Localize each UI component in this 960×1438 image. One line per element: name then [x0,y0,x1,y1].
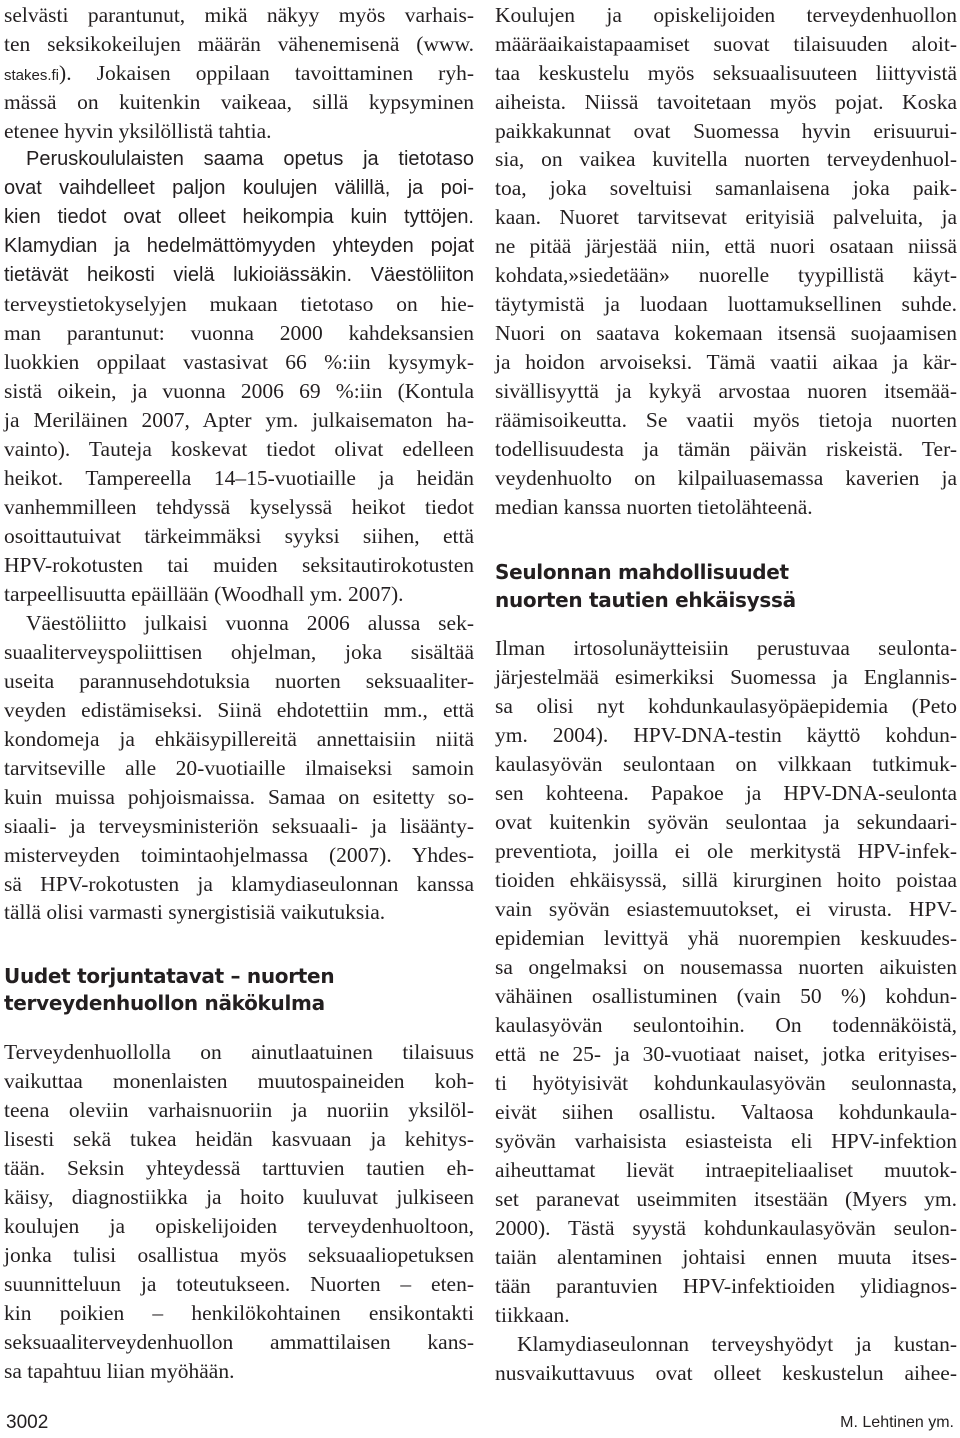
body-line: sa tapahtuu liian myöhään. [4,1359,235,1383]
body-line: määräaikaistapaamiset suovat tilaisuuden aloit- [495,32,957,56]
body-line: etenee hyvin yksilöllistä tahtia. [4,119,272,143]
body-line: misterveyden toimintaohjelmassa (2007). Yhdes- [4,843,474,867]
body-line: vain syövän esiastemuutokset, ei virusta. HPV- [495,897,957,921]
body-line: man parantunut: vuonna 2000 kahdeksansien [4,321,474,345]
body-line: suunnitteluun ja toteutukseen. Nuorten – eten- [4,1272,474,1296]
body-line: Klamydian ja hedelmättömyyden yhteyden pojat [4,235,474,257]
body-line: tarvitseville alle 20-vuotiaille ilmaiseksi samoin [4,756,474,780]
body-line: kien tiedot ovat olleet heikompia kuin tyttöjen. [4,206,474,228]
body-line: ti hyötyisivät kohdunkaulasyövän seulonnasta, [495,1071,957,1095]
body-line: Klamydiaseulonnan terveyshyödyt ja kustan- [517,1332,957,1356]
body-line: Väestöliitto julkaisi vuonna 2006 alussa sek- [26,611,474,635]
body-line: jonka tulisi osallistua myös seksuaaliopetuksen [4,1243,474,1267]
body-line: kaulasyövän seulontaan on vilkkaan tutkimuk- [495,752,957,776]
body-line: stakes.fi). Jokaisen oppilaan tavoittaminen ryh- [4,61,474,85]
body-line: paikkakunnat ovat Suomessa hyvin erisuurui- [495,119,957,143]
body-line: vainto). Tauteja koskevat tiedot olivat edelleen [4,437,474,461]
body-line: tietävät heikosti vielä lukioiässäkin. Väestöliiton [4,264,474,286]
body-line: teena oleviin varhaisnuoriin ja nuoriin yksilöl- [4,1098,474,1122]
body-line: terveystietokyselyjen mukaan tietotaso on hie- [4,292,474,316]
body-line: tiikkaan. [495,1303,570,1327]
body-line: Nuori on saatava kokemaan itsensä suojaamisen [495,321,957,345]
page-number: 3002 [6,1412,49,1433]
body-line: ym. 2004). HPV-DNA-testin käyttö kohdun- [495,723,957,747]
body-line: aiheuttamat lievät intraepiteliaaliset muutok- [495,1158,957,1182]
body-line: nusvaikuttavuus ovat olleet keskustelun aihee- [495,1361,957,1385]
body-line: koulujen ja opiskelijoiden terveydenhuoltoon, [4,1214,474,1238]
body-line: sa ongelmaksi on nousemassa nuorten aikuisten [495,955,957,979]
body-line: ja Meriläinen 2007, Apter ym. julkaisematon ha- [4,408,474,432]
body-line: osoittautuivat tärkeimmäksi syyksi siihen, että [4,524,474,548]
body-line: vanhemmilleen tehdyssä kyselyssä heikot tiedot [4,495,474,519]
body-line: Ilman irtosolunäytteisiin perustuvaa seulonta- [495,636,957,660]
body-line: sen kohteena. Papakoe ja HPV-DNA-seulonta [495,781,957,805]
body-line: taiän alentaminen johtaisi ennen muuta itses- [495,1245,957,1269]
body-line: täytymistä ja luodaan luottamuksellinen suhde. [495,292,957,316]
body-line: sä HPV-rokotusten ja klamydiaseulonnan kanssa [4,872,474,896]
body-line: todellisuudesta ja tämän päivän riskeistä. Ter- [495,437,957,461]
body-line: 2000). Tästä syystä kohdunkaulasyövän seulon- [495,1216,957,1240]
body-line: mässä on kuitenkin vaikeaa, sillä kypsyminen [4,90,474,114]
body-line: tarpeellisuutta epäillään (Woodhall ym. 2007). [4,582,404,606]
body-line: tään. Seksin yhteydessä tarttuvien tautien eh- [4,1156,474,1180]
body-line: luokkien oppilaat vastasivat 66 %:iin kysymyk- [4,350,474,374]
body-line: siaali- ja terveysministeriön seksuaali- ja lisäänty- [4,814,474,838]
body-line: seksuaaliterveydenhuollon ammattilaisen kans- [4,1330,474,1354]
body-line: sia, on vaikea kuvitella nuorten terveydenhuol- [495,147,957,171]
body-line: kin poikien – henkilökohtainen ensikontakti [4,1301,474,1325]
section-heading: Uudet torjuntatavat – nuorten [4,964,335,988]
body-line: kaulasyövän seulontoihin. On todennäköistä, [495,1013,957,1037]
body-line: kohdata,»siedetään» nuorelle tyypillistä käyt- [495,263,957,287]
body-line: järjestelmää esimerkiksi Suomessa ja Englannis- [495,665,957,689]
body-line: ne pitää järjestää niin, että nuori osataan niissä [495,234,957,258]
body-line: käisy, diagnostiikka ja hoito kuuluvat julkiseen [4,1185,474,1209]
body-line: toa, joka soveltuisi samanlaisena joka paik- [495,176,957,200]
section-heading: nuorten tautien ehkäisyssä [495,588,796,612]
body-line: ovat vaihdelleet paljon koulujen välillä, ja poi- [4,177,474,199]
body-line: lisesti sekä tukea heidän kasvuaan ja kehitys- [4,1127,474,1151]
body-line: kaan. Nuoret tarvitsevat erityisiä palveluita, ja [495,205,957,229]
body-line: Koulujen ja opiskelijoiden terveydenhuollon [495,3,957,27]
section-heading: terveydenhuollon näkökulma [4,991,325,1015]
section-heading: Seulonnan mahdollisuudet [495,560,789,584]
body-line: kondomeja ja ehkäisypillereitä annettaisiin niitä [4,727,474,751]
body-line: kuin muissa pohjoismaissa. Samaa on esitetty so- [4,785,474,809]
body-line: set paranevat useimmiten itsestään (Myers ym. [495,1187,957,1211]
body-line: ovat kuitenkin syövän seulontaa ja sekundaari- [495,810,957,834]
body-line: selvästi parantunut, mikä näkyy myös varhais- [4,3,474,27]
body-line: sistä oikein, ja vuonna 2006 69 %:iin (Kontula [4,379,474,403]
body-line: vähäinen osallistuminen (vain 50 %) kohdun- [495,984,957,1008]
body-line: suaaliterveyspoliittisen ohjelman, joka sisältää [4,640,474,664]
body-line: veydenhuolto on kilpailuasemassa kaverien ja [495,466,957,490]
running-footer-author: M. Lehtinen ym. [840,1414,954,1431]
body-line: useita parannusehdotuksia nuorten seksuaaliter- [4,669,474,693]
body-line: vaikuttaa monenlaisten muutospaineiden koh- [4,1069,474,1093]
body-line: syövän varhaisista esiasteista eli HPV-infektion [495,1129,957,1153]
body-line: ten seksikokeilujen määrän vähenemisenä (www. [4,32,474,56]
body-line: HPV-rokotusten tai muiden seksitautirokotusten [4,553,474,577]
body-line: tään parantuvien HPV-infektioiden ylidiagnos- [495,1274,957,1298]
body-line: ja hoidon arvoiseksi. Tämä vaatii aikaa ja kär- [495,350,957,374]
body-line: veyden edistämiseksi. Siinä ehdotettiin mm., että [4,698,474,722]
body-line: epidemian levittyä yhä nuorempien keskuudes- [495,926,957,950]
body-line: taa keskustelu myös seksuaalisuuteen liittyvistä [495,61,957,85]
body-line: heikot. Tampereella 14–15-vuotiaille ja heidän [4,466,474,490]
body-line: tioiden ehkäisyssä, sillä kirurginen hoito poistaa [495,868,957,892]
body-line: sivällisyyttä ja kykyä arvostaa nuoren itsemää- [495,379,957,403]
body-line: preventiota, joilla ei ole merkitystä HPV-infek- [495,839,957,863]
body-line: sa olisi nyt kohdunkaulasyöpäepidemia (Peto [495,694,957,718]
body-line: että ne 25- ja 30-vuotiaat naiset, jotka erityises- [495,1042,957,1066]
body-line: Peruskoululaisten saama opetus ja tietotaso [26,148,474,170]
body-line: median kanssa nuorten tietolähteenä. [495,495,813,519]
body-line: räämisoikeutta. Se vaatii myös tietoja nuorten [495,408,957,432]
body-line: eivät siihen osallistu. Valtaosa kohdunkaula- [495,1100,957,1124]
body-line: aiheista. Niissä tavoitetaan myös pojat. Koska [495,90,957,114]
body-line: Terveydenhuollolla on ainutlaatuinen tilaisuus [4,1040,474,1064]
body-line: tällä olisi varmasti synergistisiä vaikutuksia. [4,900,386,924]
